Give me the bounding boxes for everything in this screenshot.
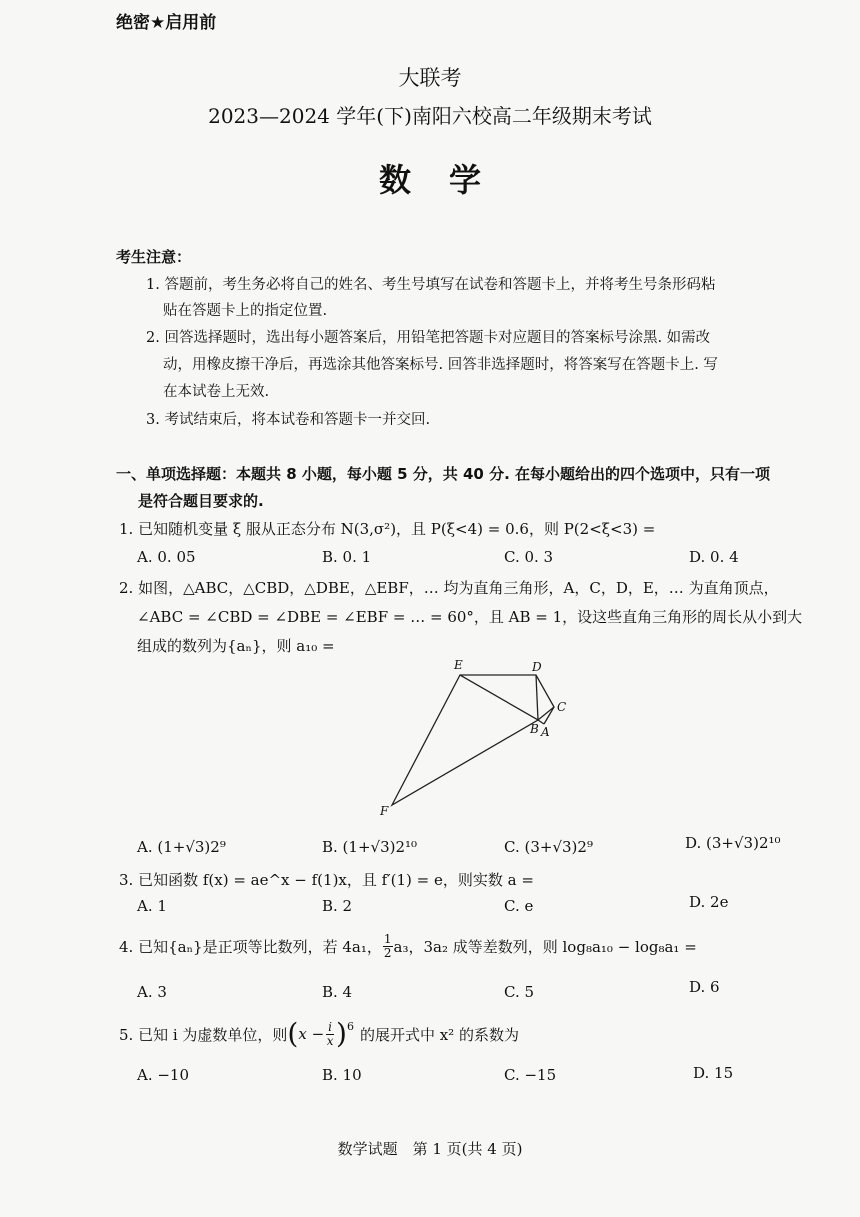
section-1-heading: 一、单项选择题：本题共 8 小题，每小题 5 分，共 40 分. 在每小题给出的四个选项中，只有一项 — [116, 465, 771, 483]
q4-stem-part-a: 4. 已知{aₙ}是正项等比数列，若 4a₁， — [119, 938, 382, 956]
q5-stem-part-a: 5. 已知 i 为虚数单位，则 — [119, 1025, 288, 1044]
q5-option-a: A. −10 — [137, 1066, 190, 1084]
notice-item-2-line-1: 2. 回答选择题时，选出每小题答案后，用铅笔把答题卡对应题目的答案标号涂黑. 如需改 — [146, 330, 711, 346]
q1-option-c: C. 0. 3 — [504, 548, 554, 566]
subject-title: 数学 — [378, 161, 519, 199]
triangle-figure — [370, 652, 580, 822]
label-a: A — [541, 725, 550, 739]
notice-item-2-line-3: 在本试卷上无效. — [163, 384, 270, 400]
q4-fraction-den: 2 — [383, 946, 392, 960]
q4-stem-part-b: a₃，3a₂ 成等差数列，则 log₈a₁₀ − log₈a₁ = — [393, 938, 697, 956]
notice-item-1-line-1: 1. 答题前，考生务必将自己的姓名、考生号填写在试卷和答题卡上，并将考生号条形码粘 — [146, 277, 716, 293]
exam-title: 2023—2024 学年(下)南阳六校高二年级期末考试 — [208, 104, 652, 128]
q1-option-d: D. 0. 4 — [689, 548, 739, 566]
q5-option-b: B. 10 — [322, 1066, 362, 1084]
q1-option-b: B. 0. 1 — [322, 548, 372, 566]
label-f: F — [380, 804, 389, 818]
q4-option-d: D. 6 — [689, 978, 720, 996]
q5-power: 6 — [346, 1020, 354, 1033]
secret-label: 绝密★启用前 — [116, 13, 217, 33]
q2-option-b: B. (1+√3)2¹⁰ — [322, 838, 418, 856]
q4-option-b: B. 4 — [322, 983, 353, 1001]
q3-option-c: C. e — [504, 897, 534, 915]
q5-expr-x: x − — [298, 1025, 325, 1043]
q5-fraction-num: i — [328, 1019, 332, 1034]
q1-option-a: A. 0. 05 — [137, 548, 196, 566]
notice-item-1-line-2: 贴在答题卡上的指定位置. — [163, 303, 328, 319]
notice-item-2-line-2: 动，用橡皮擦干净后，再选涂其他答案标号. 回答非选择题时，将答案写在答题卡上. 写 — [163, 357, 718, 373]
q2-option-a: A. (1+√3)2⁹ — [137, 838, 226, 856]
q5-fraction — [326, 1021, 334, 1048]
question-1-stem: 1. 已知随机变量 ξ 服从正态分布 N(3,σ²)，且 P(ξ<4) = 0.6，则 P(2<ξ<3) = — [119, 520, 656, 538]
q5-stem-part-b: 的展开式中 x² 的系数为 — [359, 1025, 519, 1044]
question-2-line-2: ∠ABC = ∠CBD = ∠DBE = ∠EBF = … = 60°，且 AB = 1，设这些直角三角形的周长从小到大 — [137, 608, 803, 626]
q4-option-c: C. 5 — [504, 983, 535, 1001]
q5-paren-right: ) — [336, 1017, 347, 1050]
section-1-heading-cont: 是符合题目要求的. — [138, 492, 264, 510]
exam-org: 大联考 — [398, 66, 462, 90]
page-footer: 数学试题 第 1 页(共 4 页) — [337, 1140, 523, 1158]
q3-option-a: A. 1 — [137, 897, 167, 915]
question-2-line-3: 组成的数列为{aₙ}，则 a₁₀ = — [137, 637, 335, 655]
q5-option-c: C. −15 — [504, 1066, 557, 1084]
notice-item-3: 3. 考试结束后，将本试卷和答题卡一并交回. — [146, 412, 431, 428]
q2-option-d: D. (3+√3)2¹⁰ — [685, 834, 781, 852]
q5-paren-left: ( — [287, 1017, 299, 1050]
q5-option-d: D. 15 — [693, 1064, 734, 1082]
label-b: B — [530, 722, 539, 736]
q2-option-c: C. (3+√3)2⁹ — [504, 838, 593, 856]
label-c: C — [557, 700, 567, 714]
question-5-stem — [119, 1017, 519, 1050]
q3-option-b: B. 2 — [322, 897, 353, 915]
label-d: D — [532, 660, 542, 674]
q4-fraction-num: 1 — [383, 932, 392, 946]
q4-option-a: A. 3 — [137, 983, 167, 1001]
q3-option-d: D. 2e — [689, 893, 729, 911]
label-e: E — [454, 658, 463, 672]
q4-fraction — [383, 933, 393, 960]
question-4-stem — [119, 933, 697, 960]
question-2-line-1: 2. 如图，△ABC，△CBD，△DBE，△EBF，… 均为直角三角形，A，C，D，E，… 为直角顶点， — [119, 579, 779, 597]
notice-title: 考生注意： — [116, 248, 192, 266]
q5-fraction-den: x — [326, 1033, 334, 1048]
question-3-stem: 3. 已知函数 f(x) = ae^x − f(1)x，且 f′(1) = e，则实数 a = — [119, 871, 534, 889]
